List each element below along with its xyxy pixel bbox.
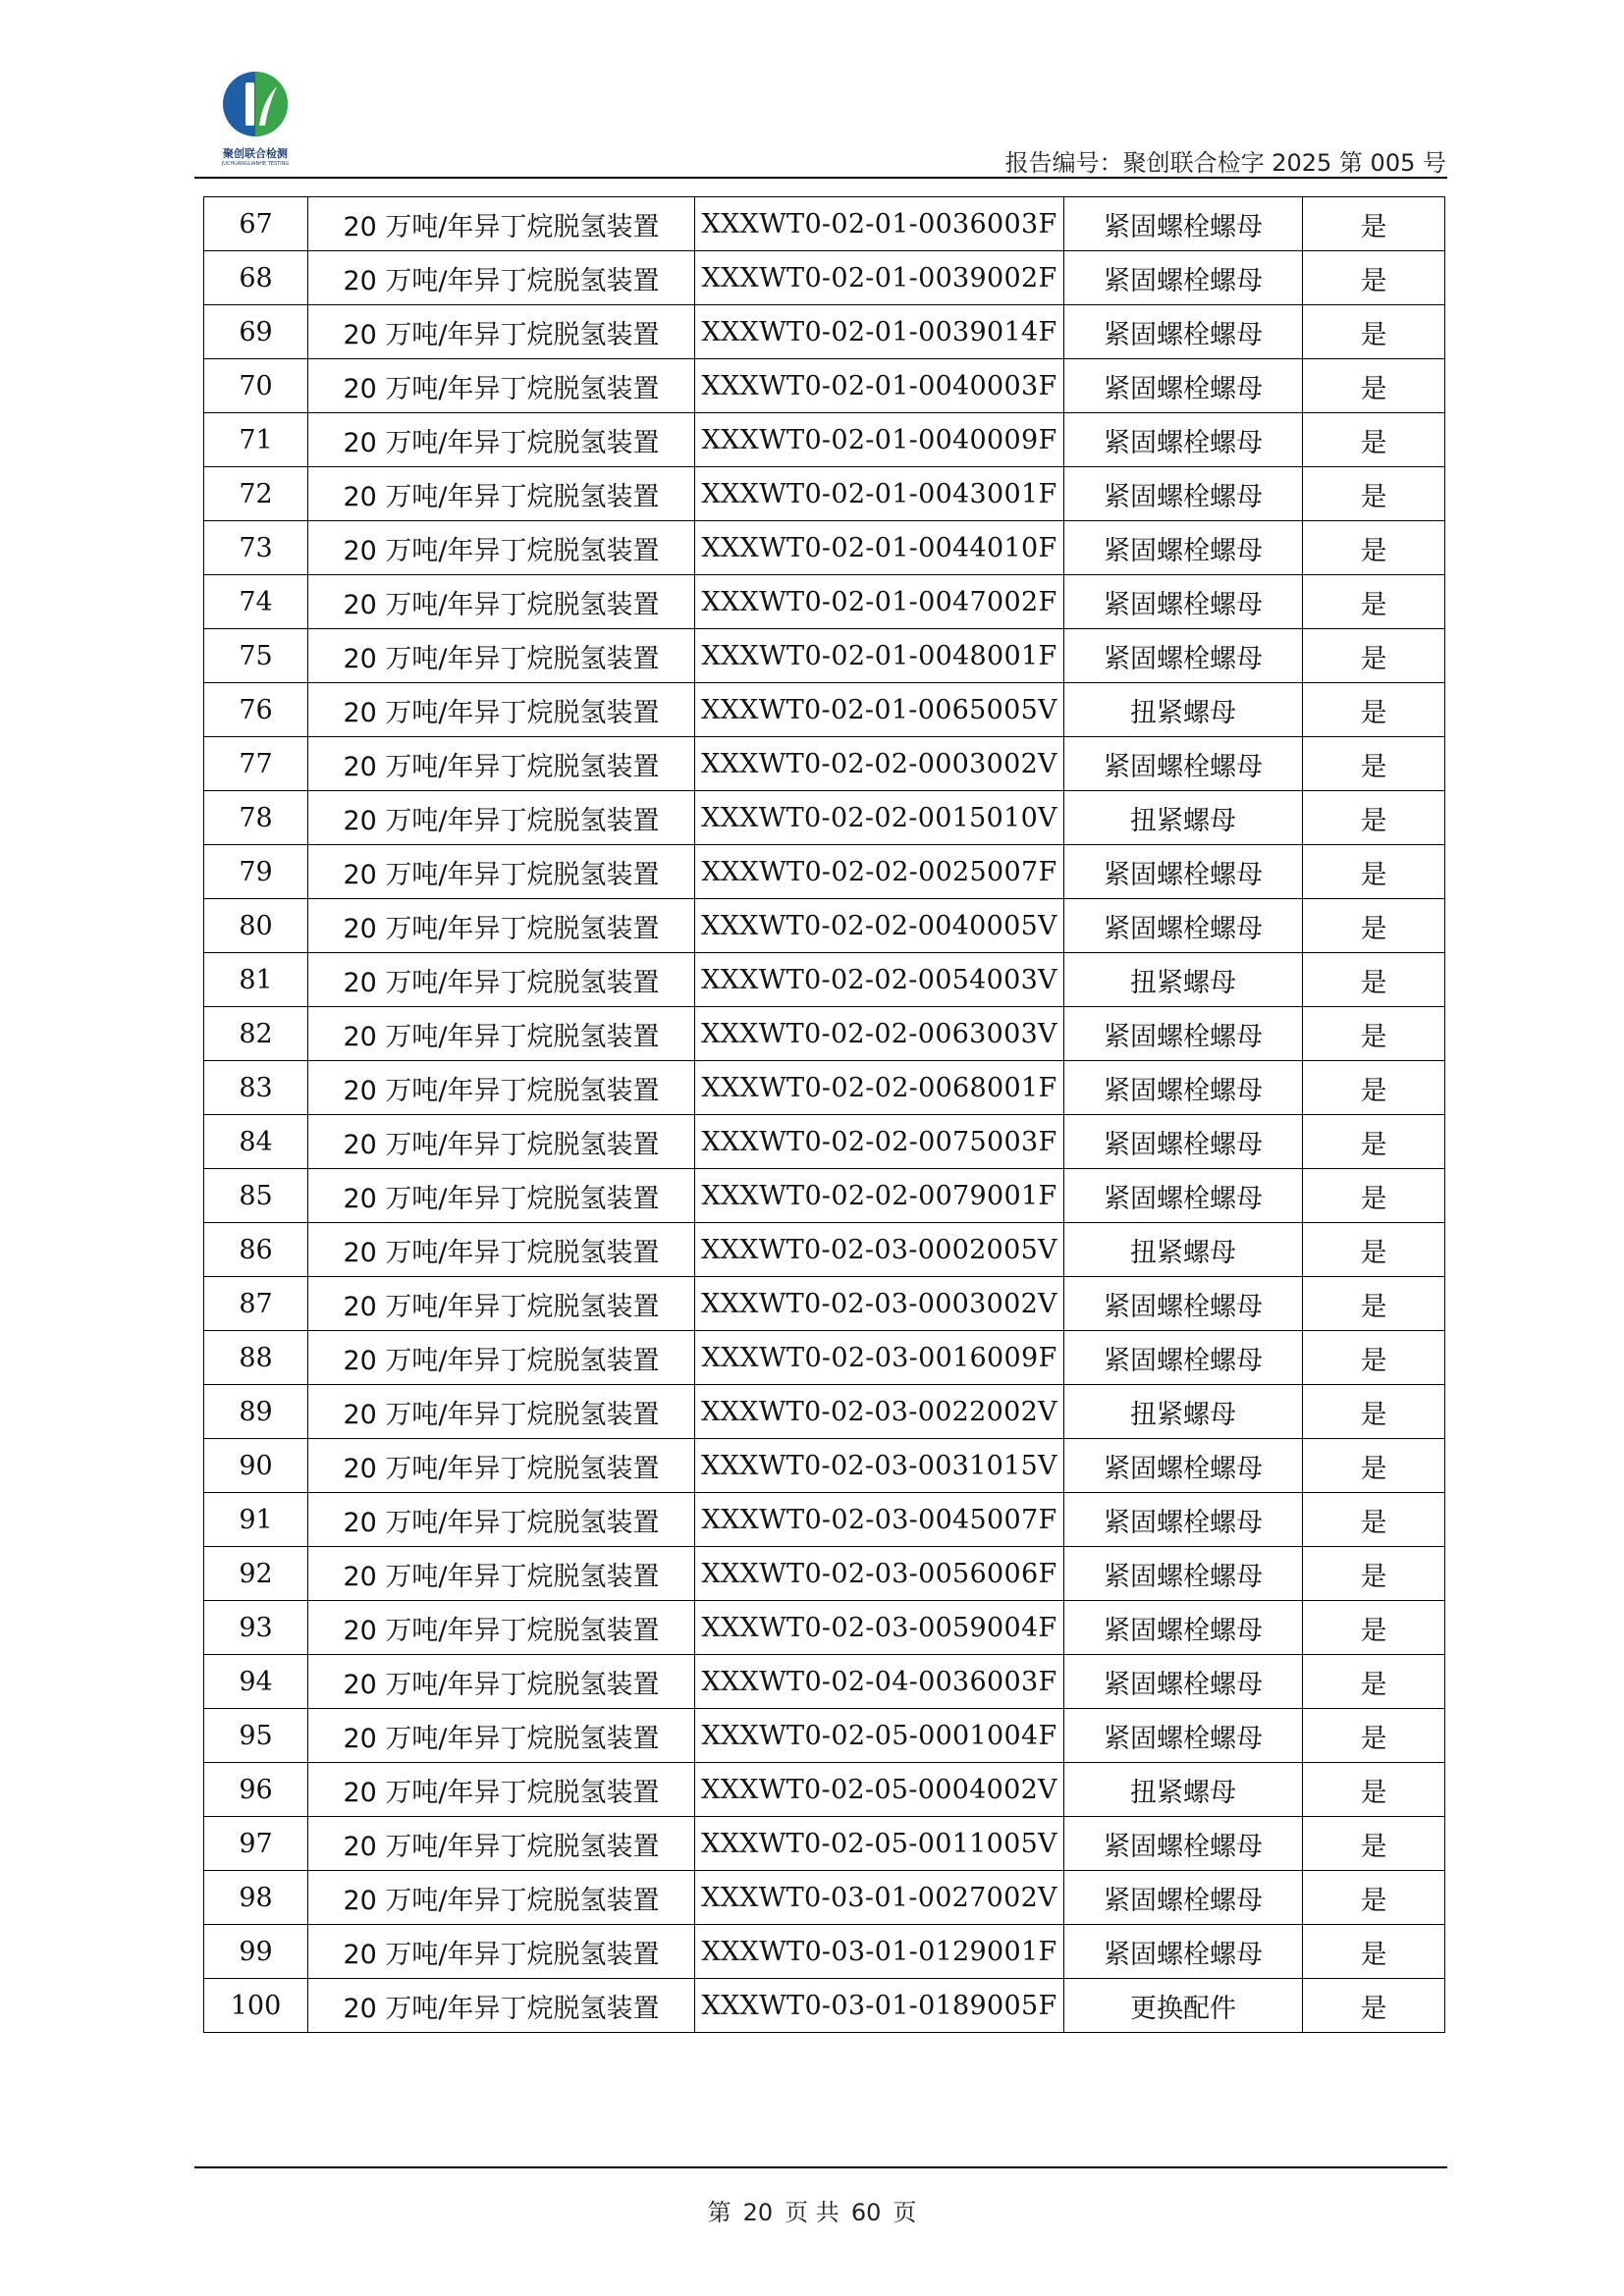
- row-number-cell: 84: [204, 1115, 308, 1169]
- table-row: [204, 953, 1445, 1007]
- action-cell: 扭紧螺母: [1064, 683, 1303, 737]
- table-row: [204, 251, 1445, 305]
- row-number-cell: 100: [204, 1979, 308, 2033]
- row-number-cell: 95: [204, 1709, 308, 1763]
- unit-name-cell: 20 万吨/年异丁烷脱氢装置: [308, 359, 695, 413]
- table-row: [204, 1979, 1445, 2033]
- footer-divider: [194, 2166, 1447, 2168]
- row-number-cell: 88: [204, 1331, 308, 1385]
- table-row: [204, 575, 1445, 629]
- row-number-cell: 80: [204, 899, 308, 953]
- result-cell: 是: [1303, 1763, 1445, 1817]
- unit-name-cell: 20 万吨/年异丁烷脱氢装置: [308, 899, 695, 953]
- row-number-cell: 92: [204, 1547, 308, 1601]
- unit-name-cell: 20 万吨/年异丁烷脱氢装置: [308, 1547, 695, 1601]
- row-number-cell: 99: [204, 1925, 308, 1979]
- page-footer: [0, 2193, 1624, 2227]
- unit-name-cell: 20 万吨/年异丁烷脱氢装置: [308, 845, 695, 899]
- result-cell: 是: [1303, 845, 1445, 899]
- unit-name-cell: 20 万吨/年异丁烷脱氢装置: [308, 791, 695, 845]
- equipment-code-cell: XXXWT0-02-04-0036003F: [695, 1655, 1064, 1709]
- table-row: [204, 1115, 1445, 1169]
- result-cell: 是: [1303, 197, 1445, 251]
- table-row: [204, 1169, 1445, 1223]
- table-row: [204, 305, 1445, 359]
- row-number-cell: 94: [204, 1655, 308, 1709]
- logo-subtext: JUCHUANGLIANHE TESTING: [221, 161, 290, 167]
- result-cell: 是: [1303, 1709, 1445, 1763]
- page-suffix: 页: [893, 2199, 917, 2226]
- action-cell: 紧固螺栓螺母: [1064, 1817, 1303, 1871]
- table-row: [204, 1439, 1445, 1493]
- unit-name-cell: 20 万吨/年异丁烷脱氢装置: [308, 1709, 695, 1763]
- row-number-cell: 96: [204, 1763, 308, 1817]
- page-mid: 页 共: [785, 2199, 839, 2226]
- result-cell: 是: [1303, 1601, 1445, 1655]
- row-number-cell: 98: [204, 1871, 308, 1925]
- action-cell: 紧固螺栓螺母: [1064, 1709, 1303, 1763]
- action-cell: 紧固螺栓螺母: [1064, 1061, 1303, 1115]
- table-row: [204, 1331, 1445, 1385]
- equipment-code-cell: XXXWT0-02-01-0047002F: [695, 575, 1064, 629]
- equipment-code-cell: XXXWT0-02-05-0001004F: [695, 1709, 1064, 1763]
- unit-name-cell: 20 万吨/年异丁烷脱氢装置: [308, 1439, 695, 1493]
- action-cell: 紧固螺栓螺母: [1064, 521, 1303, 575]
- table-row: [204, 1871, 1445, 1925]
- action-cell: 紧固螺栓螺母: [1064, 305, 1303, 359]
- equipment-code-cell: XXXWT0-02-03-0016009F: [695, 1331, 1064, 1385]
- unit-name-cell: 20 万吨/年异丁烷脱氢装置: [308, 1925, 695, 1979]
- unit-name-cell: 20 万吨/年异丁烷脱氢装置: [308, 953, 695, 1007]
- equipment-code-cell: XXXWT0-02-03-0059004F: [695, 1601, 1064, 1655]
- page-current: 20: [742, 2199, 774, 2226]
- logo-mark-icon: [196, 71, 314, 145]
- unit-name-cell: 20 万吨/年异丁烷脱氢装置: [308, 251, 695, 305]
- row-number-cell: 69: [204, 305, 308, 359]
- action-cell: 紧固螺栓螺母: [1064, 575, 1303, 629]
- result-cell: 是: [1303, 1115, 1445, 1169]
- equipment-code-cell: XXXWT0-02-03-0045007F: [695, 1493, 1064, 1547]
- result-cell: 是: [1303, 737, 1445, 791]
- action-cell: 紧固螺栓螺母: [1064, 845, 1303, 899]
- report-number-label: 报告编号：: [1004, 149, 1123, 177]
- unit-name-cell: 20 万吨/年异丁烷脱氢装置: [308, 575, 695, 629]
- row-number-cell: 89: [204, 1385, 308, 1439]
- result-cell: 是: [1303, 791, 1445, 845]
- result-cell: 是: [1303, 899, 1445, 953]
- table-row: [204, 1061, 1445, 1115]
- equipment-code-cell: XXXWT0-02-03-0003002V: [695, 1277, 1064, 1331]
- unit-name-cell: 20 万吨/年异丁烷脱氢装置: [308, 1871, 695, 1925]
- row-number-cell: 67: [204, 197, 308, 251]
- page-prefix: 第: [707, 2199, 731, 2226]
- unit-name-cell: 20 万吨/年异丁烷脱氢装置: [308, 1763, 695, 1817]
- report-number: [1005, 143, 1446, 178]
- result-cell: 是: [1303, 1385, 1445, 1439]
- unit-name-cell: 20 万吨/年异丁烷脱氢装置: [308, 1979, 695, 2033]
- equipment-code-cell: XXXWT0-02-01-0044010F: [695, 521, 1064, 575]
- action-cell: 紧固螺栓螺母: [1064, 251, 1303, 305]
- inspection-table-body: [204, 197, 1445, 2033]
- result-cell: 是: [1303, 1061, 1445, 1115]
- table-row: [204, 1925, 1445, 1979]
- action-cell: 紧固螺栓螺母: [1064, 629, 1303, 683]
- unit-name-cell: 20 万吨/年异丁烷脱氢装置: [308, 1277, 695, 1331]
- result-cell: 是: [1303, 305, 1445, 359]
- table-row: [204, 1547, 1445, 1601]
- action-cell: 紧固螺栓螺母: [1064, 413, 1303, 467]
- result-cell: 是: [1303, 467, 1445, 521]
- unit-name-cell: 20 万吨/年异丁烷脱氢装置: [308, 1007, 695, 1061]
- action-cell: 紧固螺栓螺母: [1064, 1547, 1303, 1601]
- equipment-code-cell: XXXWT0-02-02-0068001F: [695, 1061, 1064, 1115]
- row-number-cell: 83: [204, 1061, 308, 1115]
- table-row: [204, 1493, 1445, 1547]
- equipment-code-cell: XXXWT0-03-01-0027002V: [695, 1871, 1064, 1925]
- page-total: 60: [850, 2199, 882, 2226]
- equipment-code-cell: XXXWT0-02-02-0075003F: [695, 1115, 1064, 1169]
- action-cell: 扭紧螺母: [1064, 791, 1303, 845]
- unit-name-cell: 20 万吨/年异丁烷脱氢装置: [308, 1493, 695, 1547]
- table-row: [204, 359, 1445, 413]
- result-cell: 是: [1303, 1871, 1445, 1925]
- equipment-code-cell: XXXWT0-02-01-0043001F: [695, 467, 1064, 521]
- table-row: [204, 467, 1445, 521]
- action-cell: 紧固螺栓螺母: [1064, 1871, 1303, 1925]
- row-number-cell: 76: [204, 683, 308, 737]
- unit-name-cell: 20 万吨/年异丁烷脱氢装置: [308, 413, 695, 467]
- row-number-cell: 70: [204, 359, 308, 413]
- equipment-code-cell: XXXWT0-02-03-0022002V: [695, 1385, 1064, 1439]
- action-cell: 更换配件: [1064, 1979, 1303, 2033]
- unit-name-cell: 20 万吨/年异丁烷脱氢装置: [308, 1655, 695, 1709]
- equipment-code-cell: XXXWT0-02-03-0056006F: [695, 1547, 1064, 1601]
- row-number-cell: 78: [204, 791, 308, 845]
- table-row: [204, 737, 1445, 791]
- row-number-cell: 81: [204, 953, 308, 1007]
- row-number-cell: 82: [204, 1007, 308, 1061]
- result-cell: 是: [1303, 413, 1445, 467]
- row-number-cell: 91: [204, 1493, 308, 1547]
- action-cell: 紧固螺栓螺母: [1064, 1115, 1303, 1169]
- equipment-code-cell: XXXWT0-02-01-0039002F: [695, 251, 1064, 305]
- action-cell: 紧固螺栓螺母: [1064, 1169, 1303, 1223]
- action-cell: 紧固螺栓螺母: [1064, 467, 1303, 521]
- table-row: [204, 791, 1445, 845]
- equipment-code-cell: XXXWT0-02-01-0065005V: [695, 683, 1064, 737]
- action-cell: 紧固螺栓螺母: [1064, 359, 1303, 413]
- equipment-code-cell: XXXWT0-02-01-0036003F: [695, 197, 1064, 251]
- table-row: [204, 1385, 1445, 1439]
- table-row: [204, 683, 1445, 737]
- result-cell: 是: [1303, 1979, 1445, 2033]
- inspection-table: [203, 196, 1445, 2033]
- action-cell: 扭紧螺母: [1064, 1223, 1303, 1277]
- result-cell: 是: [1303, 1007, 1445, 1061]
- table-row: [204, 1709, 1445, 1763]
- unit-name-cell: 20 万吨/年异丁烷脱氢装置: [308, 1223, 695, 1277]
- table-row: [204, 413, 1445, 467]
- row-number-cell: 72: [204, 467, 308, 521]
- logo-text: 聚创联合检测: [223, 147, 288, 160]
- action-cell: 扭紧螺母: [1064, 953, 1303, 1007]
- equipment-code-cell: XXXWT0-02-01-0040009F: [695, 413, 1064, 467]
- equipment-code-cell: XXXWT0-02-03-0002005V: [695, 1223, 1064, 1277]
- row-number-cell: 97: [204, 1817, 308, 1871]
- result-cell: 是: [1303, 953, 1445, 1007]
- action-cell: 紧固螺栓螺母: [1064, 1277, 1303, 1331]
- row-number-cell: 71: [204, 413, 308, 467]
- action-cell: 紧固螺栓螺母: [1064, 1331, 1303, 1385]
- table-row: [204, 899, 1445, 953]
- row-number-cell: 74: [204, 575, 308, 629]
- result-cell: 是: [1303, 1169, 1445, 1223]
- table-row: [204, 1223, 1445, 1277]
- action-cell: 扭紧螺母: [1064, 1763, 1303, 1817]
- equipment-code-cell: XXXWT0-02-02-0054003V: [695, 953, 1064, 1007]
- table-row: [204, 1817, 1445, 1871]
- equipment-code-cell: XXXWT0-03-01-0189005F: [695, 1979, 1064, 2033]
- row-number-cell: 93: [204, 1601, 308, 1655]
- table-row: [204, 845, 1445, 899]
- result-cell: 是: [1303, 1331, 1445, 1385]
- row-number-cell: 85: [204, 1169, 308, 1223]
- table-row: [204, 1007, 1445, 1061]
- row-number-cell: 79: [204, 845, 308, 899]
- action-cell: 紧固螺栓螺母: [1064, 1493, 1303, 1547]
- equipment-code-cell: XXXWT0-02-02-0025007F: [695, 845, 1064, 899]
- table-row: [204, 1277, 1445, 1331]
- equipment-code-cell: XXXWT0-02-02-0040005V: [695, 899, 1064, 953]
- unit-name-cell: 20 万吨/年异丁烷脱氢装置: [308, 1601, 695, 1655]
- unit-name-cell: 20 万吨/年异丁烷脱氢装置: [308, 1331, 695, 1385]
- equipment-code-cell: XXXWT0-02-02-0003002V: [695, 737, 1064, 791]
- row-number-cell: 73: [204, 521, 308, 575]
- table-row: [204, 1601, 1445, 1655]
- company-logo: [196, 71, 314, 169]
- unit-name-cell: 20 万吨/年异丁烷脱氢装置: [308, 1385, 695, 1439]
- result-cell: 是: [1303, 1655, 1445, 1709]
- row-number-cell: 90: [204, 1439, 308, 1493]
- action-cell: 紧固螺栓螺母: [1064, 1655, 1303, 1709]
- unit-name-cell: 20 万吨/年异丁烷脱氢装置: [308, 521, 695, 575]
- equipment-code-cell: XXXWT0-02-02-0063003V: [695, 1007, 1064, 1061]
- result-cell: 是: [1303, 1925, 1445, 1979]
- equipment-code-cell: XXXWT0-03-01-0129001F: [695, 1925, 1064, 1979]
- equipment-code-cell: XXXWT0-02-01-0048001F: [695, 629, 1064, 683]
- header-divider: [194, 177, 1447, 179]
- unit-name-cell: 20 万吨/年异丁烷脱氢装置: [308, 1817, 695, 1871]
- action-cell: 扭紧螺母: [1064, 1385, 1303, 1439]
- row-number-cell: 68: [204, 251, 308, 305]
- unit-name-cell: 20 万吨/年异丁烷脱氢装置: [308, 467, 695, 521]
- unit-name-cell: 20 万吨/年异丁烷脱氢装置: [308, 197, 695, 251]
- table-row: [204, 1655, 1445, 1709]
- result-cell: 是: [1303, 1493, 1445, 1547]
- result-cell: 是: [1303, 1817, 1445, 1871]
- equipment-code-cell: XXXWT0-02-01-0040003F: [695, 359, 1064, 413]
- result-cell: 是: [1303, 683, 1445, 737]
- unit-name-cell: 20 万吨/年异丁烷脱氢装置: [308, 1115, 695, 1169]
- action-cell: 紧固螺栓螺母: [1064, 197, 1303, 251]
- table-row: [204, 1763, 1445, 1817]
- action-cell: 紧固螺栓螺母: [1064, 737, 1303, 791]
- equipment-code-cell: XXXWT0-02-05-0004002V: [695, 1763, 1064, 1817]
- result-cell: 是: [1303, 575, 1445, 629]
- unit-name-cell: 20 万吨/年异丁烷脱氢装置: [308, 305, 695, 359]
- action-cell: 紧固螺栓螺母: [1064, 1439, 1303, 1493]
- action-cell: 紧固螺栓螺母: [1064, 1925, 1303, 1979]
- result-cell: 是: [1303, 1547, 1445, 1601]
- unit-name-cell: 20 万吨/年异丁烷脱氢装置: [308, 1169, 695, 1223]
- equipment-code-cell: XXXWT0-02-03-0031015V: [695, 1439, 1064, 1493]
- row-number-cell: 77: [204, 737, 308, 791]
- result-cell: 是: [1303, 1223, 1445, 1277]
- result-cell: 是: [1303, 629, 1445, 683]
- result-cell: 是: [1303, 1277, 1445, 1331]
- equipment-code-cell: XXXWT0-02-02-0079001F: [695, 1169, 1064, 1223]
- report-number-value: 聚创联合检字 2025 第 005 号: [1122, 149, 1446, 177]
- table-row: [204, 629, 1445, 683]
- result-cell: 是: [1303, 1439, 1445, 1493]
- result-cell: 是: [1303, 359, 1445, 413]
- result-cell: 是: [1303, 521, 1445, 575]
- unit-name-cell: 20 万吨/年异丁烷脱氢装置: [308, 1061, 695, 1115]
- equipment-code-cell: XXXWT0-02-01-0039014F: [695, 305, 1064, 359]
- unit-name-cell: 20 万吨/年异丁烷脱氢装置: [308, 629, 695, 683]
- equipment-code-cell: XXXWT0-02-05-0011005V: [695, 1817, 1064, 1871]
- row-number-cell: 87: [204, 1277, 308, 1331]
- unit-name-cell: 20 万吨/年异丁烷脱氢装置: [308, 737, 695, 791]
- row-number-cell: 75: [204, 629, 308, 683]
- action-cell: 紧固螺栓螺母: [1064, 899, 1303, 953]
- unit-name-cell: 20 万吨/年异丁烷脱氢装置: [308, 683, 695, 737]
- result-cell: 是: [1303, 251, 1445, 305]
- action-cell: 紧固螺栓螺母: [1064, 1007, 1303, 1061]
- action-cell: 紧固螺栓螺母: [1064, 1601, 1303, 1655]
- table-row: [204, 521, 1445, 575]
- row-number-cell: 86: [204, 1223, 308, 1277]
- table-row: [204, 197, 1445, 251]
- equipment-code-cell: XXXWT0-02-02-0015010V: [695, 791, 1064, 845]
